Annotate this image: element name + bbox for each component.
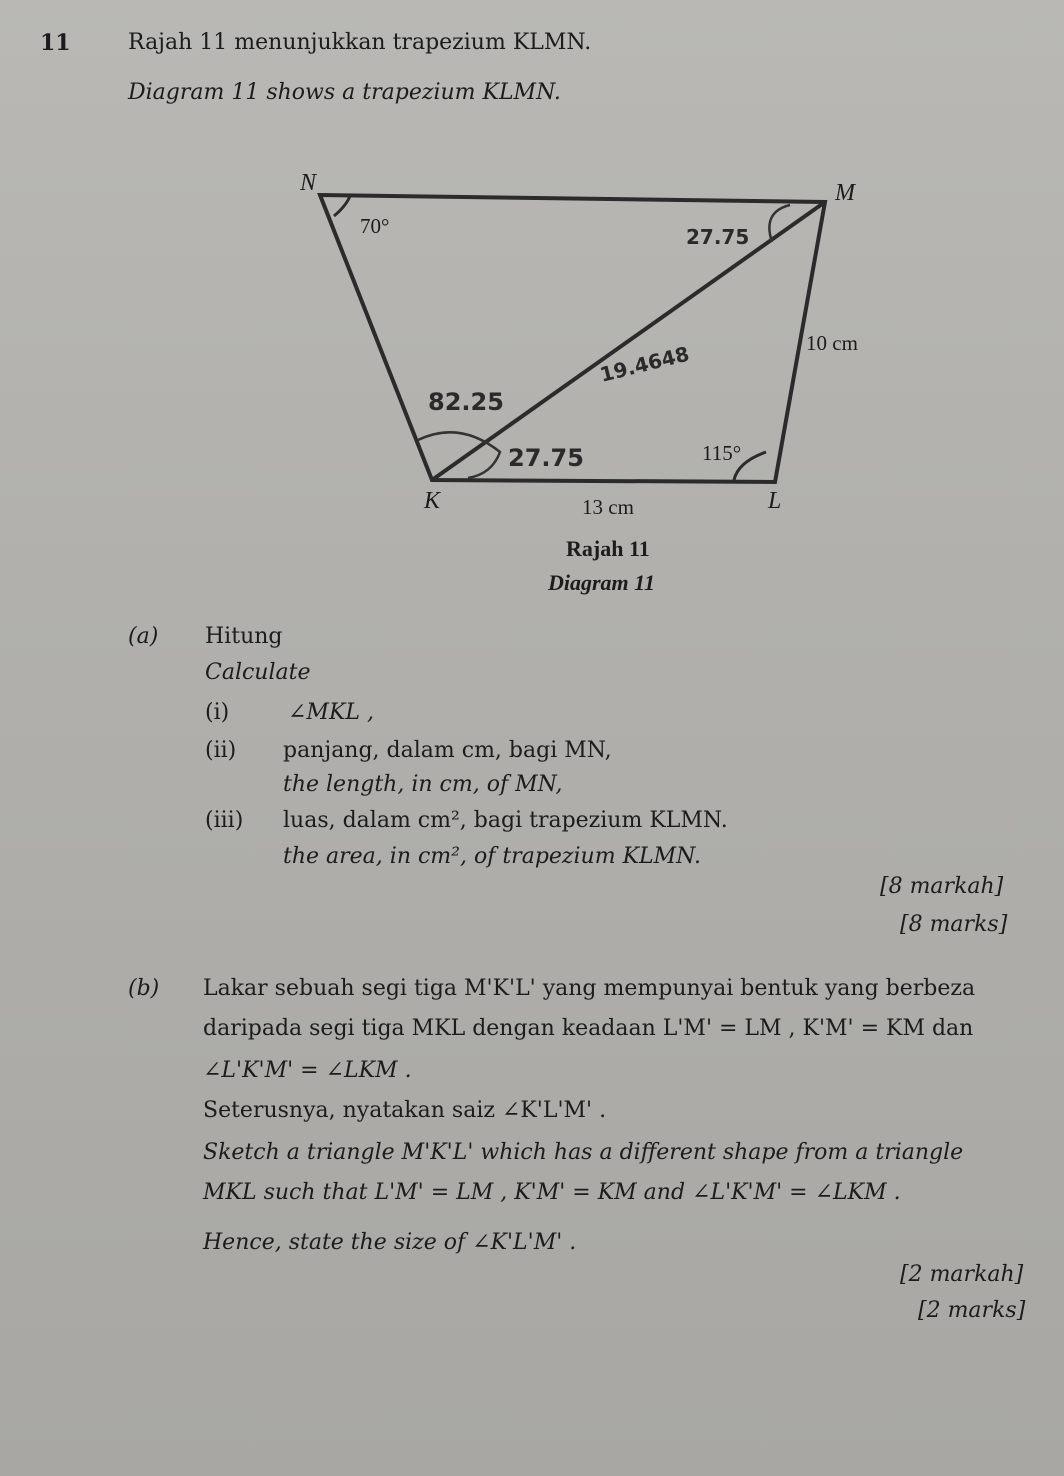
vertex-l-label: L [768,488,782,514]
part-a-ii-text-english: the length, in cm, of MN, [283,772,563,797]
part-b-marks-english: [2 marks] [918,1298,1026,1323]
angle-l-label: 115° [702,441,742,465]
part-a-title-english: Calculate [205,660,311,685]
angle-arc-n [334,196,350,216]
part-b-malay-line2: daripada segi tiga MKL dengan keadaan L'M' = LM , K'M' = KM dan [203,1016,974,1041]
part-b-malay-line1: Lakar sebuah segi tiga M'K'L' yang mempunyai bentuk yang berbeza [203,976,976,1001]
trapezium-diagram [0,0,1064,620]
handwritten-angle-k-lower: 27.75 [508,444,584,472]
vertex-n-label: N [300,170,317,196]
part-a-iii-text-english: the area, in cm², of trapezium KLMN. [283,844,701,869]
question-number: 11 [40,30,71,56]
part-b-english-line2: MKL such that L'M' = LM , K'M' = KM and ∠L'K'M' = ∠LKM . [203,1180,901,1205]
part-b-malay-line3: ∠L'K'M' = ∠LKM . [203,1058,412,1083]
part-b-english-line3: Hence, state the size of ∠K'L'M' . [203,1230,577,1255]
part-b-marks-malay: [2 markah] [900,1262,1024,1287]
handwritten-angle-k-upper: 82.25 [428,388,504,416]
part-b-malay-line4: Seterusnya, nyatakan saiz ∠K'L'M' . [203,1098,607,1123]
intro-english: Diagram 11 shows a trapezium KLMN. [128,80,561,105]
part-a-i-num: (i) [205,700,230,725]
handwritten-angle-m: 27.75 [686,225,750,249]
part-b-label: (b) [128,976,160,1001]
part-a-ii-num: (ii) [205,738,237,763]
side-lm-label: 10 cm [806,331,858,355]
diagram-caption-malay: Rajah 11 [566,536,650,561]
intro-malay: Rajah 11 menunjukkan trapezium KLMN. [128,30,592,55]
vertex-m-label: M [835,180,855,206]
part-a-iii-text-malay: luas, dalam cm², bagi trapezium KLMN. [283,808,728,833]
diagonal-km [432,202,825,480]
side-kl-label: 13 cm [582,495,634,519]
handwritten-diagonal: 19.4648 [597,341,692,387]
part-a-title-malay: Hitung [205,624,283,649]
part-a-marks-malay: [8 markah] [880,874,1004,899]
part-a-label: (a) [128,624,159,649]
part-b-english-line1: Sketch a triangle M'K'L' which has a different shape from a triangle [203,1140,964,1165]
part-a-iii-num: (iii) [205,808,244,833]
part-a-ii-text-malay: panjang, dalam cm, bagi MN, [283,738,612,763]
part-a-marks-english: [8 marks] [900,912,1008,937]
vertex-k-label: K [424,488,441,514]
diagram-caption-english: Diagram 11 [548,570,655,595]
angle-n-label: 70° [360,214,390,238]
part-a-i-text: ∠MKL , [288,700,374,725]
